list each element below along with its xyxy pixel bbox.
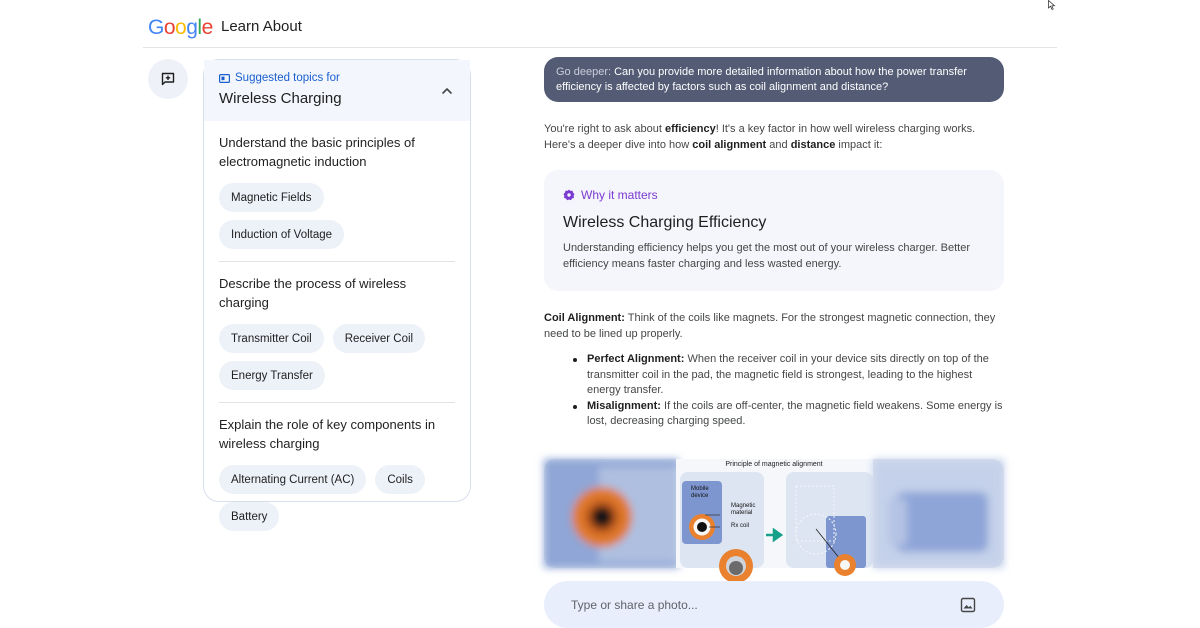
card-body: Understanding efficiency helps you get the most out of your wireless charger. Better efficiency means faster charging and less wasted energy.	[563, 242, 971, 270]
topic-chip-induction-of-voltage[interactable]: Induction of Voltage	[219, 220, 344, 249]
header	[143, 0, 1057, 48]
topic-chip-receiver-coil[interactable]: Receiver Coil	[333, 324, 425, 353]
topic-chips	[219, 324, 455, 402]
chevron-up-icon[interactable]	[440, 84, 454, 98]
figure-label-rx-coil: Rx coil	[731, 523, 750, 529]
bullet-perfect-alignment: Perfect Alignment: When the receiver coil in your device sits directly on top of the transmitter coil in the pad, the magnetic field is strongest, leading to the highest energy transfer.	[573, 352, 1005, 399]
bullet-misalignment: Misalignment: If the coils are off-center, the magnetic field weakens. Some energy is lost, decreasing charging speed.	[573, 399, 1005, 430]
message-input[interactable]	[571, 595, 931, 615]
topics-title: Wireless Charging	[219, 90, 342, 107]
topic-section-1	[204, 121, 470, 261]
go-deeper-label: Go deeper:	[556, 66, 612, 78]
why-it-matters-card	[544, 170, 1004, 291]
topic-chip-transmitter-coil[interactable]: Transmitter Coil	[219, 324, 324, 353]
figure-caption: Principle of magnetic alignment	[725, 461, 823, 468]
alignment-bullets	[573, 352, 1005, 430]
topic-question[interactable]: Understand the basic principles of electromagnetic induction	[219, 135, 415, 169]
topics-kicker	[219, 72, 455, 84]
new-chat-button[interactable]	[148, 59, 188, 99]
composer	[544, 581, 1004, 628]
topic-question[interactable]: Explain the role of key components in wireless charging	[219, 417, 436, 451]
add-comment-icon	[161, 72, 175, 86]
alignment-diagram	[544, 459, 1004, 568]
mouse-cursor-icon	[1048, 0, 1056, 10]
card-kicker	[563, 188, 985, 202]
topic-chips	[219, 183, 455, 261]
user-message-bubble	[544, 57, 1004, 102]
topics-header[interactable]	[204, 60, 470, 121]
topic-section-2	[219, 261, 455, 402]
topic-chips	[219, 465, 455, 543]
topic-question[interactable]: Describe the process of wireless charging	[219, 276, 407, 310]
page	[143, 0, 1057, 628]
figure-label-magnetic-material: Magnetic material	[731, 503, 756, 516]
badge-icon	[563, 189, 575, 201]
coil-alignment-paragraph: Coil Alignment: Think of the coils like magnets. For the strongest magnetic connection, they need to be lined up properly.	[544, 312, 996, 340]
card-title: Wireless Charging Efficiency	[563, 214, 767, 231]
topic-chip-energy-transfer[interactable]: Energy Transfer	[219, 361, 325, 390]
app-title: Learn About	[221, 18, 302, 35]
topic-chip-coils[interactable]: Coils	[375, 465, 425, 494]
topic-chip-battery[interactable]: Battery	[219, 502, 279, 531]
card-kicker-text: Why it matters	[581, 188, 658, 202]
topic-chip-alternating-current[interactable]: Alternating Current (AC)	[219, 465, 366, 494]
response-intro: You're right to ask about efficiency! It's a key factor in how well wireless charging works. Here's a deeper dive into how coil alignment and distance impact it:	[544, 123, 976, 151]
user-message-text: Can you provide more detailed information about how the power transfer efficiency is affected by factors such as coil alignment and distance?	[556, 66, 967, 93]
topic-section-3	[219, 402, 455, 543]
image-icon[interactable]	[960, 597, 976, 613]
suggested-topics-panel	[203, 59, 471, 523]
figure-label-mobile-device: Mobile device	[691, 486, 709, 499]
topic-chip-magnetic-fields[interactable]: Magnetic Fields	[219, 183, 324, 212]
google-logo[interactable]: Google	[148, 16, 213, 39]
topics-kicker-text: Suggested topics for	[235, 72, 340, 84]
topic-card-icon	[219, 74, 230, 83]
magnetic-alignment-image[interactable]	[544, 459, 1004, 568]
